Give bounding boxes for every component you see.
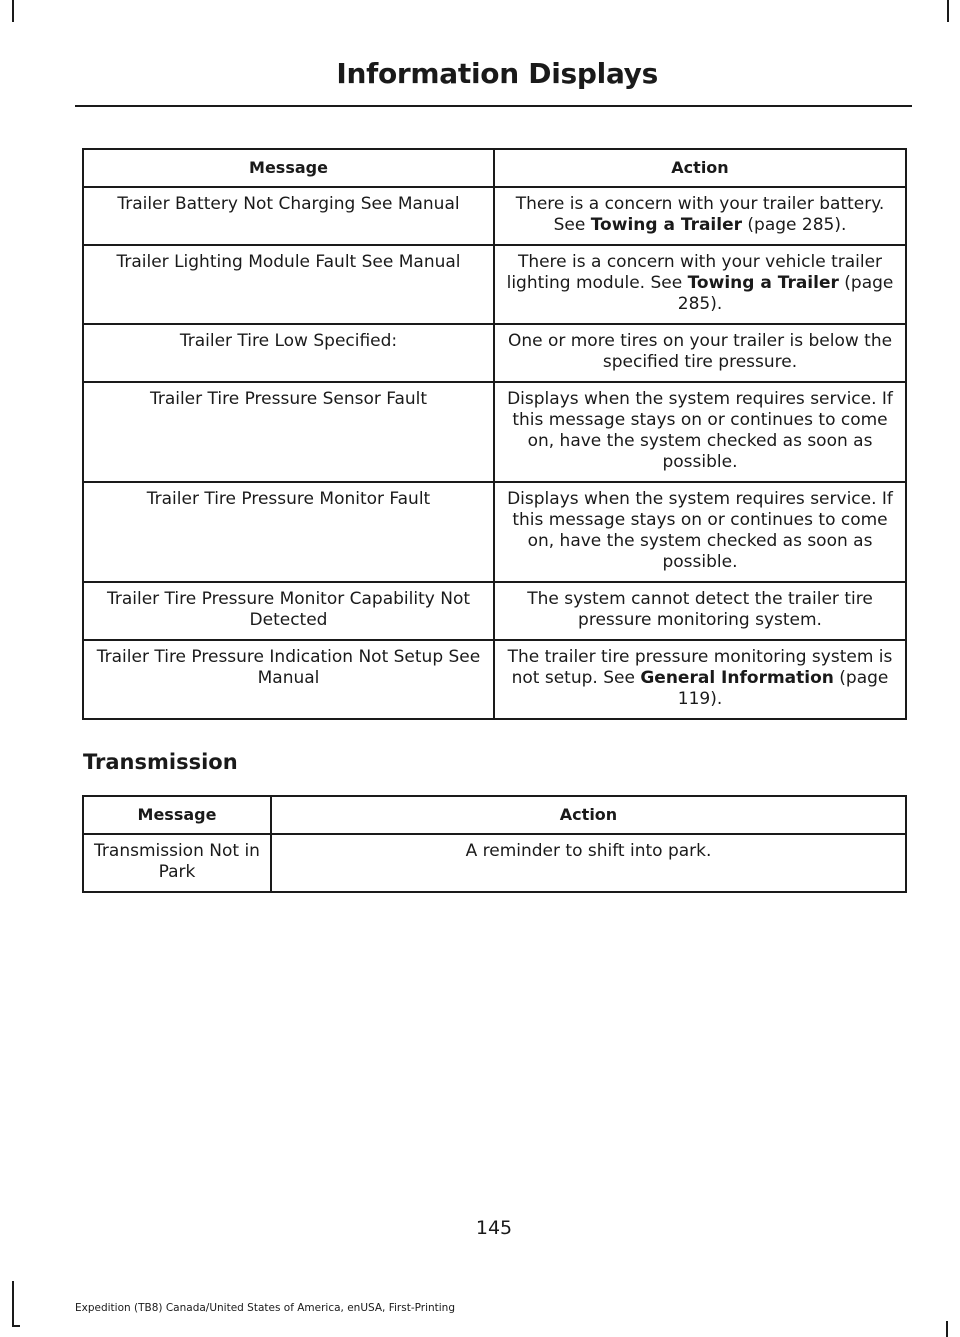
cross-reference-link[interactable]: Towing a Trailer xyxy=(687,273,839,293)
action-cell: The system cannot detect the trailer tire pressure monitoring system. xyxy=(494,582,906,640)
crop-mark-bottom-right xyxy=(946,1321,948,1337)
table-row xyxy=(83,834,906,892)
action-cell xyxy=(494,187,906,245)
message-cell: Transmission Not in Park xyxy=(83,834,271,892)
action-cell: A reminder to shift into park. xyxy=(271,834,906,892)
page-number: 145 xyxy=(475,1217,513,1239)
table-header-row xyxy=(83,796,906,834)
title-rule xyxy=(75,105,912,107)
message-cell: Trailer Tire Pressure Sensor Fault xyxy=(83,382,494,482)
crop-mark-top-left xyxy=(12,0,14,22)
action-text: There is a concern with your trailer battery. See xyxy=(515,194,885,235)
cross-reference-link[interactable]: Towing a Trailer xyxy=(590,215,743,235)
page-reference: (page 285). xyxy=(677,273,894,314)
message-cell: Trailer Tire Pressure Monitor Capability Not Detected xyxy=(83,582,494,640)
crop-mark-bottom-left xyxy=(12,1281,14,1325)
table-row xyxy=(83,640,906,719)
transmission-messages-table xyxy=(82,795,907,893)
message-cell: Trailer Lighting Module Fault See Manual xyxy=(83,245,494,324)
message-cell: Trailer Tire Pressure Indication Not Setup See Manual xyxy=(83,640,494,719)
section-heading-transmission: Transmission xyxy=(83,750,238,774)
action-cell: One or more tires on your trailer is below the specified tire pressure. xyxy=(494,324,906,382)
action-cell: Displays when the system requires service. If this message stays on or continues to come on, have the system checked as soon as possible. xyxy=(494,482,906,582)
page-title: Information Displays xyxy=(336,57,658,90)
table-row xyxy=(83,187,906,245)
header-action: Action xyxy=(271,796,906,834)
table-row xyxy=(83,482,906,582)
footer-text: Expedition (TB8) Canada/United States of America, enUSA, First-Printing xyxy=(75,1302,456,1314)
table-row xyxy=(83,324,906,382)
action-cell xyxy=(494,640,906,719)
header-message: Message xyxy=(83,796,271,834)
action-cell xyxy=(494,245,906,324)
page-reference: (page 285). xyxy=(742,215,847,235)
header-action: Action xyxy=(494,149,906,187)
action-text: There is a concern with your vehicle trailer lighting module. See xyxy=(506,252,883,293)
message-cell: Trailer Tire Pressure Monitor Fault xyxy=(83,482,494,582)
header-message: Message xyxy=(83,149,494,187)
crop-mark-top-right xyxy=(947,0,949,22)
action-cell: Displays when the system requires service. If this message stays on or continues to come on, have the system checked as soon as possible. xyxy=(494,382,906,482)
cross-reference-link[interactable]: General Information xyxy=(640,668,834,688)
action-text: The trailer tire pressure monitoring system is not setup. See xyxy=(507,647,893,688)
table-row xyxy=(83,582,906,640)
table-row xyxy=(83,245,906,324)
table-header-row xyxy=(83,149,906,187)
table-row xyxy=(83,382,906,482)
message-cell: Trailer Battery Not Charging See Manual xyxy=(83,187,494,245)
trailer-messages-table xyxy=(82,148,907,720)
page-reference: (page 119). xyxy=(677,668,889,709)
message-cell: Trailer Tire Low Specified: xyxy=(83,324,494,382)
